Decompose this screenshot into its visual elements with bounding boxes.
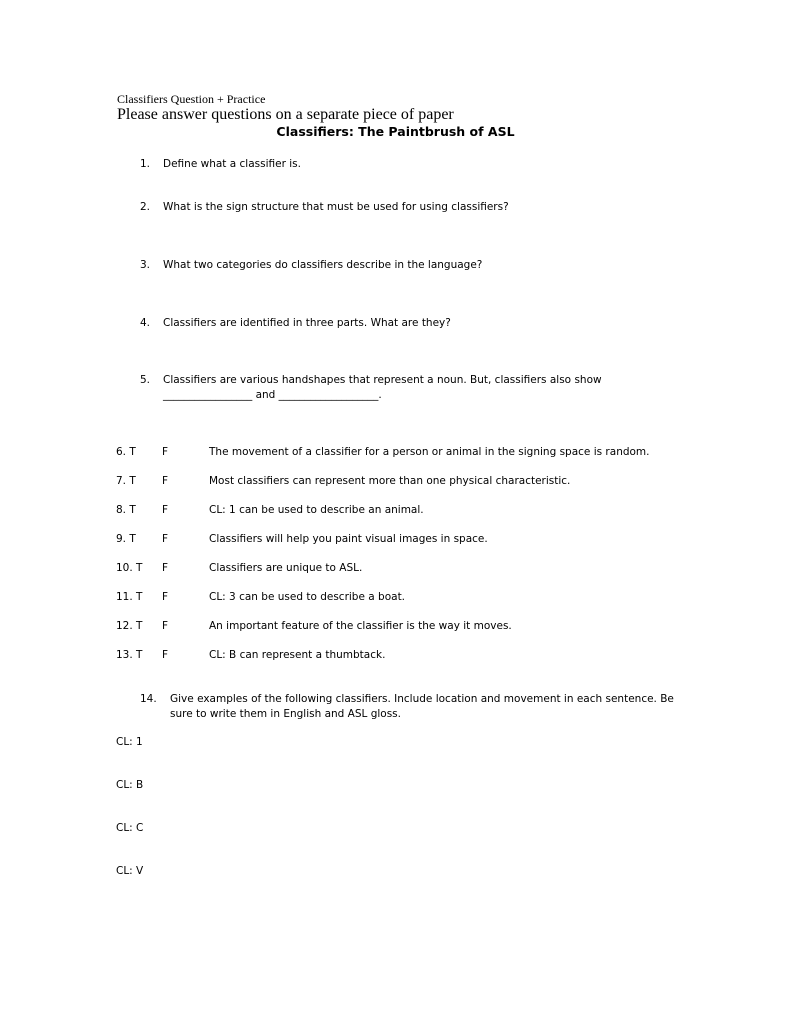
question-text: Classifiers are identified in three parts. What are they?	[163, 317, 451, 329]
header-instructions: Please answer questions on a separate piece of paper	[117, 106, 454, 123]
classifier-label: CL: 1	[116, 736, 143, 748]
tf-statement: Classifiers are unique to ASL.	[209, 562, 363, 574]
question-number: 4.	[140, 317, 151, 329]
tf-statement: Most classifiers can represent more than one physical characteristic.	[209, 475, 571, 487]
tf-false-option: F	[162, 475, 169, 487]
tf-number: 6. T	[116, 446, 136, 458]
tf-false-option: F	[162, 562, 169, 574]
header-subtitle: Classifiers Question + Practice	[117, 92, 266, 106]
tf-number: 10. T	[116, 562, 143, 574]
tf-statement: The movement of a classifier for a person or animal in the signing space is random.	[209, 446, 650, 458]
question-text: Classifiers are various handshapes that represent a noun. But, classifiers also show	[163, 374, 602, 386]
tf-false-option: F	[162, 591, 169, 603]
tf-number: 9. T	[116, 533, 136, 545]
tf-statement: CL: B can represent a thumbtack.	[209, 649, 386, 661]
classifier-label: CL: V	[116, 865, 144, 877]
question-number: 3.	[140, 259, 151, 271]
question-number: 14.	[140, 693, 157, 705]
tf-false-option: F	[162, 446, 169, 458]
question-number: 1.	[140, 158, 151, 170]
question-text: What is the sign structure that must be used for using classifiers?	[163, 201, 509, 213]
tf-number: 13. T	[116, 649, 143, 661]
tf-false-option: F	[162, 504, 169, 516]
question-text: Give examples of the following classifiers. Include location and movement in each sentence. Be	[170, 693, 674, 705]
question-text: Define what a classifier is.	[163, 158, 301, 170]
tf-number: 8. T	[116, 504, 136, 516]
tf-statement: CL: 1 can be used to describe an animal.	[209, 504, 424, 516]
tf-number: 7. T	[116, 475, 136, 487]
tf-false-option: F	[162, 620, 169, 632]
tf-statement: An important feature of the classifier is the way it moves.	[209, 620, 512, 632]
question-text-continued: sure to write them in English and ASL gloss.	[170, 708, 401, 720]
tf-number: 11. T	[116, 591, 143, 603]
question-text: What two categories do classifiers describe in the language?	[163, 259, 483, 271]
classifier-label: CL: B	[116, 779, 144, 791]
page-title: Classifiers: The Paintbrush of ASL	[276, 124, 515, 139]
tf-false-option: F	[162, 533, 169, 545]
tf-false-option: F	[162, 649, 169, 661]
question-text-blanks: _________________ and ___________________.	[163, 389, 382, 401]
classifier-label: CL: C	[116, 822, 144, 834]
tf-statement: CL: 3 can be used to describe a boat.	[209, 591, 406, 603]
question-number: 5.	[140, 374, 151, 386]
question-number: 2.	[140, 201, 151, 213]
tf-number: 12. T	[116, 620, 143, 632]
tf-statement: Classifiers will help you paint visual images in space.	[209, 533, 488, 545]
